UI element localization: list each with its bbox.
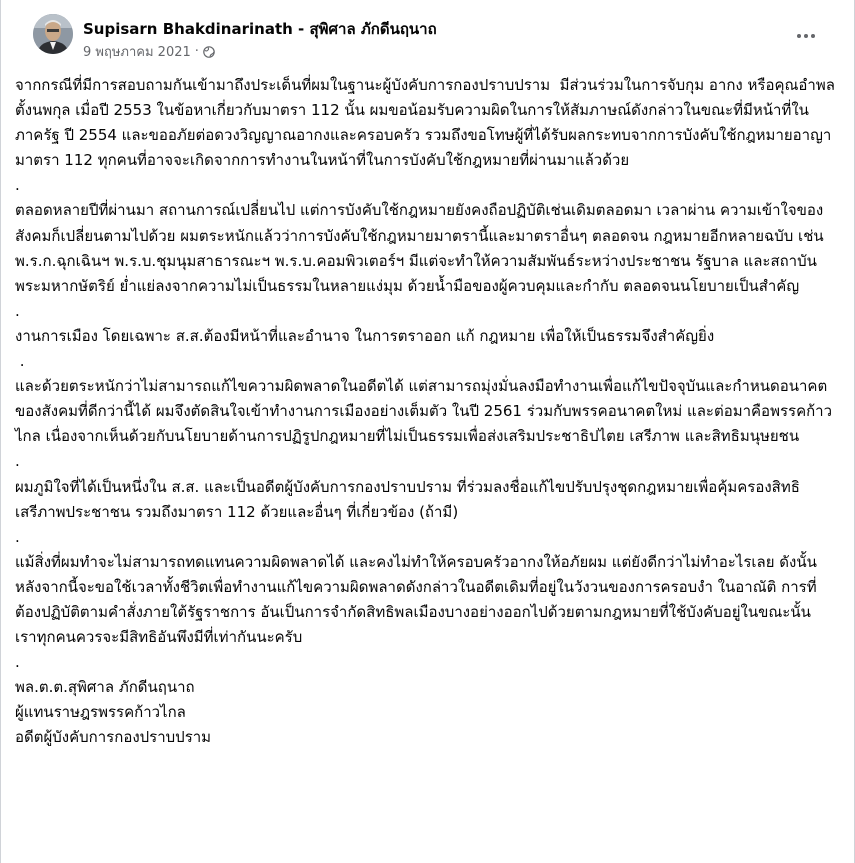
avatar[interactable]: [33, 14, 73, 54]
post-meta: [83, 41, 215, 62]
author-name[interactable]: Supisarn Bhakdinarinath - สุพิศาล ภักดีนฤนาถ: [83, 20, 437, 38]
meta-separator: ·: [194, 44, 199, 59]
post-date[interactable]: 9 พฤษภาคม 2021: [83, 45, 191, 60]
more-options-icon[interactable]: [792, 26, 820, 46]
post-body-text: จากกรณีที่มีการสอบถามกันเข้ามาถึงประเด็นที่ผมในฐานะผู้บังคับการกองปราบปราม มีส่วนร่วมในการจับกุม อากง หรือคุณอำพล ตั้งนพกุล เมื่อปี 2553 ในข้อหาเกี่ยวกับมาตรา 112 นั้น ผมขอน้อมรับความผิดในการให้สัมภาษณ์ดังกล่าวในขณะที่มีหน้าที่ในภาครัฐ ปี 2554 และขออภัยต่อดวงวิญญาณอากงและครอบครัว รวมถึงขอโทษผู้ที่ได้รับผลกระทบจากการบังคับใช้กฎหมายอาญา มาตรา 112 ทุกคนที่อาจจะเกิดจากการทำงานในหน้าที่ในการบังคับใช้กฎหมายที่ผ่านมาแล้วด้วย . ตลอดหลายปีที่ผ่านมา สถานการณ์เปลี่ยนไป แต่การบังคับใช้กฎหมายยังคงถือปฏิบัติเช่นเดิมตลอดมา เวลาผ่าน ความเข้าใจของสังคมก็เปลี่ยนตามไปด้วย ผมตระหนักแล้วว่าการบังคับใช้กฎหมายมาตรานี้และมาตราอื่นๆ ตลอดจน กฎหมายอีกหลายฉบับ เช่น พ.ร.ก.ฉุกเฉินฯ พ.ร.บ.ชุมนุมสาธารณะฯ พ.ร.บ.คอมพิวเตอร์ฯ มีแต่จะทำให้ความสัมพันธ์ระหว่างประชาชน รัฐบาล และสถาบันพระมหากษัตริย์ ย่ำแย่ลงจากความไม่เป็นธรรมในหลายแง่มุม ด้วยน้ำมือของผู้ควบคุมและกำกับ ตลอดจนนโยบายเป็นสำคัญ . งานการเมือง โดยเฉพาะ ส.ส.ต้องมีหน้าที่และอำนาจ ในการตราออก แก้ กฎหมาย เพื่อให้เป็นธรรมจึงสำคัญยิ่ง . และด้วยตระหนักว่าไม่สามารถแก้ไขความผิดพลาดในอดีตได้ แต่สามารถมุ่งมั่นลงมือทำงานเพื่อแก้ไขปัจจุบันและกำหนดอนาคตของสังคมที่ดีกว่านี้ได้ ผมจึงตัดสินใจเข้าทำงานการเมืองอย่างเต็มตัว ในปี 2561 ร่วมกับพรรคอนาคตใหม่ และต่อมาคือพรรคก้าวไกล เนื่องจากเห็นด้วยกับนโยบายด้านการปฏิรูปกฎหมายที่ไม่เป็นธรรมเพื่อส่งเสริมประชาธิปไตย เสรีภาพ และสิทธิมนุษยชน . ผมภูมิใจที่ได้เป็นหนึ่งใน ส.ส. และเป็นอดีตผู้บังคับการกองปราบปราม ที่ร่วมลงชื่อแก้ไขปรับปรุงชุดกฎหมายเพื่อคุ้มครองสิทธิเสรีภาพประชาชน รวมถึงมาตรา 112 ด้วยและอื่นๆ ที่เกี่ยวข้อง (ถ้ามี) . แม้สิ่งที่ผมทำจะไม่สามารถทดแทนความผิดพลาดได้ และคงไม่ทำให้ครอบครัวอากงให้อภัยผม แต่ยังดีกว่าไม่ทำอะไรเลย ดังนั้น หลังจากนี้จะขอใช้เวลาทั้งชีวิตเพื่อทำงานแก้ไขความผิดพลาดดังกล่าวในอดีตเดิมที่อยู่ในวังวนของการครอบงำ ในอาณัติ การที่ต้องปฏิบัติตามคำสั่งภายใต้รัฐราชการ อันเป็นการจำกัดสิทธิพลเมืองบางอย่างออกไปด้วยตามกฎหมายที่ใช้บังคับอยู่ในขณะนั้น เราทุกคนควรจะมีสิทธิอันพึงมีที่เท่ากันนะครับ . พล.ต.ต.สุพิศาล ภักดีนฤนาถ ผู้แทนราษฎรพรรคก้าวไกล อดีตผู้บังคับการกองปราบปราม: [15, 76, 835, 747]
post-header: [33, 14, 834, 66]
globe-icon: [203, 46, 215, 58]
